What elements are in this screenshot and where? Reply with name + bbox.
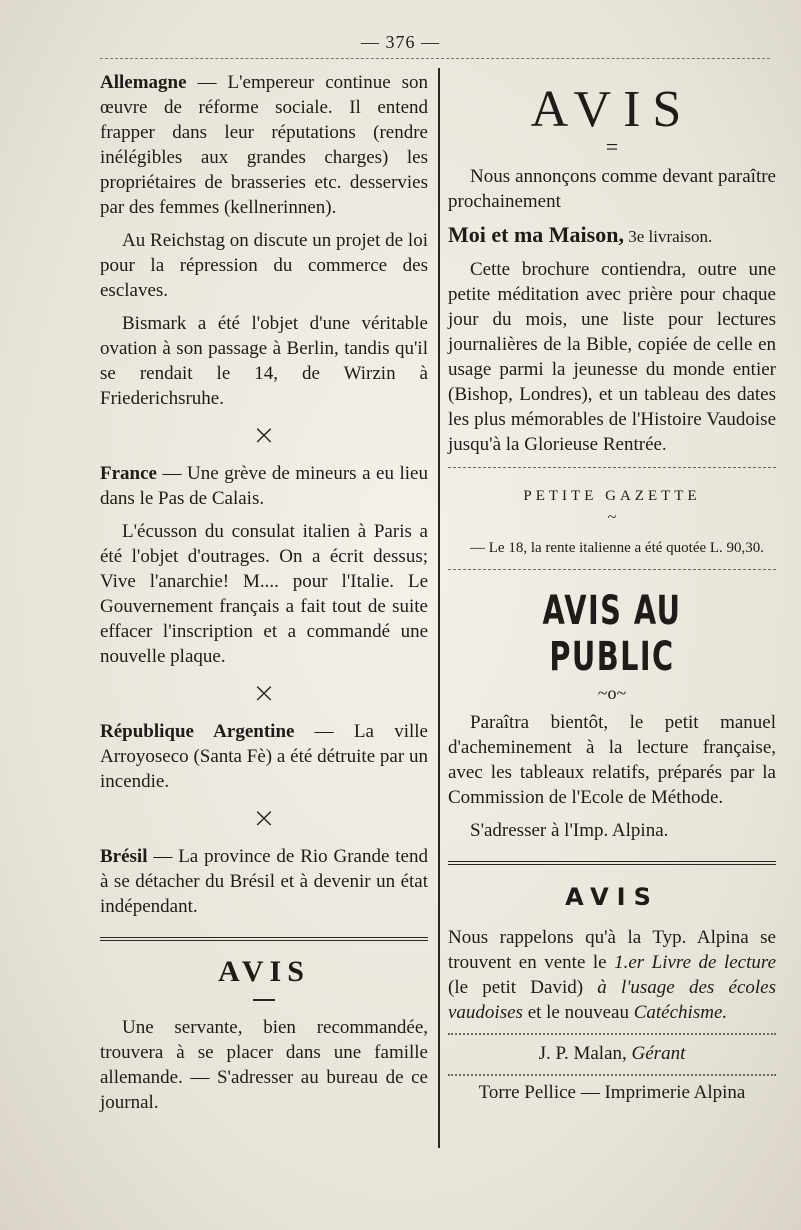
gerant-name: J. P. Malan, [538, 1043, 627, 1064]
bresil-heading: Brésil [100, 846, 148, 867]
france-heading: France [100, 463, 157, 484]
allemagne-heading: Allemagne [100, 72, 187, 93]
avis-au-public-address: S'adresser à l'Imp. Alpina. [470, 820, 669, 841]
section-separator-1: × [252, 418, 276, 451]
avis-au-public-text: Paraîtra bientôt, le petit manuel d'acheminement à la lecture française, avec les tableaux relatifs, préparés par la Commission de l'Ecole de Méthode. [448, 712, 776, 808]
argentine-heading: République Argentine [100, 721, 295, 742]
section-separator-3: × [252, 801, 276, 834]
argentine-paragraph [100, 719, 428, 794]
argentine-text: — La ville Arroyoseco (Santa Fè) a été détruite par un incendie. [100, 721, 428, 792]
gerant-bottom-rule [448, 1074, 776, 1076]
typ-alpina-avis-title: AVIS [565, 883, 659, 911]
gerant-top-rule [448, 1033, 776, 1035]
avis3-book-2: à l'usage des écoles vaudoises [448, 977, 776, 1023]
page-number: — 376 — [361, 32, 440, 52]
avis3-part-2: (le petit David) [448, 977, 598, 998]
left-avis-text: Une servante, bien recommandée, trouvera à se placer dans une famille allemande. — S'adresser au bureau de ce journal. [100, 1017, 428, 1113]
avis3-part-3: et le nouveau [522, 1002, 634, 1023]
france-paragraph-2: L'écusson du consulat italien à Paris a été l'objet d'outrages. On a écrit dessus; Vive l'anarchie! M.... pour l'Italie. Le Gouvernement français a fait tout de suite effacer l'inscription et a commandé une nouvelle plaque. [100, 521, 428, 667]
section-separator-2: × [252, 676, 276, 709]
left-avis-title: AVIS [218, 955, 310, 988]
avis3-book-3: Catéchisme. [633, 1002, 728, 1023]
bresil-text: — La province de Rio Grande tend à se détacher du Brésil et à devenir un état indépendant. [100, 846, 428, 917]
allemagne-paragraph-3: Bismark a été l'objet d'une véritable ovation à son passage à Berlin, tandis qu'il se rendait le 14, de Wirzin à Friederichsruhe. [100, 313, 428, 409]
column-divider [438, 68, 440, 1148]
gazette-title: PETITE GAZETTE [523, 488, 701, 504]
gazette-text: — Le 18, la rente italienne a été quotée L. 90,30. [470, 540, 765, 556]
moi-livraison: 3e livraison. [623, 227, 713, 246]
brochure-text: Cette brochure contiendra, outre une petite méditation avec prière pour chaque jour du mois, une liste pour lectures journalières de la Bible, copiée de celle en usage parmi la jeunesse du monde entier (Bishop, Londres), et un tableau des dates les plus mémorables de l'Histoire Vaudoise jusqu'à la Glorieuse Rentrée. [448, 259, 776, 455]
gerant-role: Gérant [626, 1043, 686, 1064]
allemagne-paragraph-2: Au Reichstag on discute un projet de loi pour la répression du commerce des esclaves. [100, 230, 428, 301]
france-paragraph-1 [100, 461, 428, 511]
printer-footer: Torre Pellice — Imprimerie Alpina [478, 1082, 746, 1103]
allemagne-text-1: — L'empereur continue son œuvre de réforme sociale. Il entend frapper dans leur réputations (rendre inélégibles aux grandes charges) les propriétaires de brasseries etc. desservies par des femmes (kellnerinnen). [100, 72, 428, 218]
gazette-flourish: ~ [607, 509, 617, 526]
gerant-line [448, 1041, 776, 1066]
avis-intro: Nous annonçons comme devant paraître prochainement [448, 166, 776, 212]
right-avis-title: AVIS [530, 81, 694, 138]
top-rule [100, 58, 770, 59]
allemagne-paragraph-1 [100, 70, 428, 220]
moi-et-ma-maison-line [448, 222, 776, 249]
right-heavy-rule [448, 861, 776, 865]
gazette-bottom-rule [448, 569, 776, 570]
avis-au-public-flourish: ~o~ [597, 683, 627, 703]
france-text-1: — Une grève de mineurs a eu lieu dans le Pas de Calais. [100, 463, 428, 509]
left-column [100, 70, 428, 1123]
moi-title: Moi et ma Maison, [448, 222, 624, 247]
left-avis-dash [253, 999, 275, 1001]
typ-alpina-avis-text [448, 925, 776, 1025]
gazette-top-rule [448, 467, 776, 468]
avis3-part-1: Nous rappelons qu'à la Typ. Alpina se trouvent en vente le [448, 927, 776, 973]
right-avis-mark: = [605, 134, 619, 159]
right-column [448, 70, 776, 1104]
avis3-book-1: 1.er Livre de lecture [614, 952, 777, 973]
avis-au-public-title: AVIS AU PUBLIC [542, 588, 682, 680]
left-heavy-rule [100, 937, 428, 941]
bresil-paragraph [100, 844, 428, 919]
